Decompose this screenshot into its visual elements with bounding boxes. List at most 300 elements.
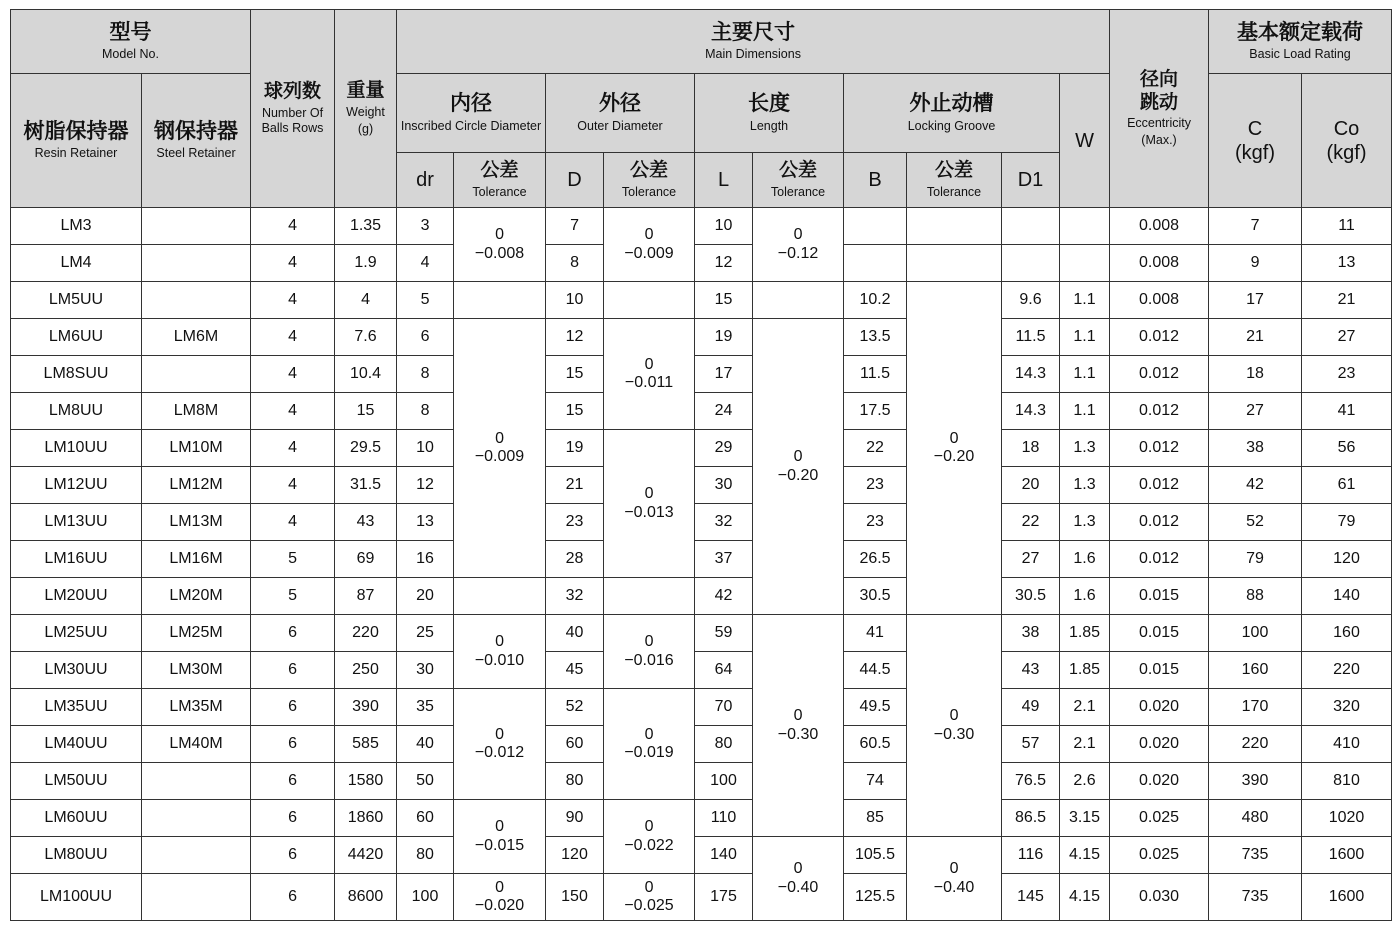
- c-cell: 21: [1209, 319, 1302, 356]
- D1-cell: 38: [1002, 615, 1060, 652]
- tolerance-upper: 0: [644, 725, 654, 743]
- tolerance-upper: 0: [793, 448, 803, 466]
- weight-cell: 1.9: [335, 245, 397, 282]
- L-cell: 32: [695, 504, 753, 541]
- c-cell: 7: [1209, 208, 1302, 245]
- steel-model-cell: [142, 874, 251, 921]
- w-cell: 4.15: [1060, 837, 1110, 874]
- tolerance-upper: 0: [793, 226, 803, 244]
- eccentricity-header: 径向 跳动 Eccentricity (Max.): [1110, 10, 1209, 208]
- resin-model-cell: LM8UU: [11, 393, 142, 430]
- load-rating-header: 基本额定载荷 Basic Load Rating: [1209, 10, 1392, 74]
- ball-rows-cell: 4: [251, 356, 335, 393]
- table-row: [11, 393, 1392, 430]
- length-header: 长度 Length: [695, 74, 844, 153]
- D1-cell: 14.3: [1002, 356, 1060, 393]
- D-tolerance-cell: [604, 282, 695, 319]
- D-cell: 8: [546, 245, 604, 282]
- D-cell: 10: [546, 282, 604, 319]
- eccentricity-cell: 0.015: [1110, 578, 1209, 615]
- ball-rows-cell: 4: [251, 282, 335, 319]
- c-cell: 79: [1209, 541, 1302, 578]
- ball-rows-cell: 4: [251, 393, 335, 430]
- steel-retainer-header: 钢保持器 Steel Retainer: [142, 74, 251, 208]
- rows-header: 球列数 Number Of Balls Rows: [251, 10, 335, 208]
- weight-cell: 10.4: [335, 356, 397, 393]
- B-tolerance-cell: [907, 615, 1002, 837]
- dr-cell: 80: [397, 837, 454, 874]
- c-cell: 38: [1209, 430, 1302, 467]
- w-cell: 1.6: [1060, 578, 1110, 615]
- tolerance-upper: 0: [644, 485, 654, 503]
- c-cell: 170: [1209, 689, 1302, 726]
- weight-cell: 220: [335, 615, 397, 652]
- locking-groove-header: 外止动槽 Locking Groove: [844, 74, 1060, 153]
- co-cell: 13: [1302, 245, 1392, 282]
- dr-tolerance-cell: [454, 615, 546, 689]
- tolerance-lower: −0.009: [474, 448, 525, 465]
- table-row: [11, 356, 1392, 393]
- D1-cell: 145: [1002, 874, 1060, 921]
- resin-model-cell: LM25UU: [11, 615, 142, 652]
- B-cell: 44.5: [844, 652, 907, 689]
- tolerance-lower: −0.40: [777, 878, 819, 896]
- tolerance-lower: −0.020: [474, 897, 525, 914]
- tolerance-lower: −0.019: [624, 744, 674, 761]
- D-cell: 45: [546, 652, 604, 689]
- c-cell: 27: [1209, 393, 1302, 430]
- tolerance-upper: 0: [644, 226, 654, 244]
- D-cell: 21: [546, 467, 604, 504]
- L-header: L: [695, 153, 753, 208]
- tolerance-upper: 0: [495, 818, 504, 836]
- eccentricity-cell: 0.012: [1110, 504, 1209, 541]
- resin-model-cell: LM30UU: [11, 652, 142, 689]
- L-cell: 80: [695, 726, 753, 763]
- eccentricity-cell: 0.008: [1110, 282, 1209, 319]
- D1-cell: 22: [1002, 504, 1060, 541]
- model-header: 型号 Model No.: [11, 10, 251, 74]
- dr-cell: 10: [397, 430, 454, 467]
- w-cell: 1.3: [1060, 504, 1110, 541]
- c-cell: 9: [1209, 245, 1302, 282]
- B-cell: [844, 245, 907, 282]
- D1-cell: 49: [1002, 689, 1060, 726]
- D-tolerance-cell: [604, 578, 695, 615]
- c-cell: 52: [1209, 504, 1302, 541]
- D1-cell: 57: [1002, 726, 1060, 763]
- tolerance-lower: −0.30: [933, 725, 975, 743]
- L-cell: 175: [695, 874, 753, 921]
- c-cell: 88: [1209, 578, 1302, 615]
- resin-model-cell: LM10UU: [11, 430, 142, 467]
- D-tolerance-cell: [604, 615, 695, 689]
- resin-model-cell: LM6UU: [11, 319, 142, 356]
- eccentricity-cell: 0.025: [1110, 800, 1209, 837]
- table-row: [11, 652, 1392, 689]
- table-row: [11, 615, 1392, 652]
- dr-tolerance-cell: [454, 208, 546, 282]
- c-cell: 480: [1209, 800, 1302, 837]
- resin-model-cell: LM50UU: [11, 763, 142, 800]
- D1-cell: 76.5: [1002, 763, 1060, 800]
- D-tolerance-cell: [604, 874, 695, 921]
- weight-cell: 87: [335, 578, 397, 615]
- weight-cell: 7.6: [335, 319, 397, 356]
- tolerance-upper: 0: [644, 878, 654, 896]
- ball-rows-cell: 4: [251, 208, 335, 245]
- steel-model-cell: [142, 282, 251, 319]
- steel-model-cell: LM40M: [142, 726, 251, 763]
- D-cell: 28: [546, 541, 604, 578]
- D1-cell: 11.5: [1002, 319, 1060, 356]
- L-cell: 29: [695, 430, 753, 467]
- eccentricity-cell: 0.012: [1110, 393, 1209, 430]
- co-cell: 11: [1302, 208, 1392, 245]
- co-header: Co (kgf): [1302, 74, 1392, 208]
- weight-cell: 29.5: [335, 430, 397, 467]
- eccentricity-cell: 0.012: [1110, 356, 1209, 393]
- ball-rows-cell: 6: [251, 726, 335, 763]
- resin-model-cell: LM13UU: [11, 504, 142, 541]
- D-cell: 60: [546, 726, 604, 763]
- c-cell: 220: [1209, 726, 1302, 763]
- ball-rows-cell: 6: [251, 615, 335, 652]
- steel-model-cell: [142, 800, 251, 837]
- D1-cell: 18: [1002, 430, 1060, 467]
- dr-cell: 20: [397, 578, 454, 615]
- weight-header: 重量 Weight (g): [335, 10, 397, 208]
- ball-rows-cell: 5: [251, 578, 335, 615]
- B-cell: 10.2: [844, 282, 907, 319]
- L-cell: 12: [695, 245, 753, 282]
- D1-cell: 43: [1002, 652, 1060, 689]
- B-cell: 17.5: [844, 393, 907, 430]
- steel-model-cell: [142, 245, 251, 282]
- tolerance-upper: 0: [495, 226, 504, 244]
- D1-cell: 9.6: [1002, 282, 1060, 319]
- D-cell: 19: [546, 430, 604, 467]
- weight-cell: 4420: [335, 837, 397, 874]
- table-row: [11, 578, 1392, 615]
- tolerance-lower: −0.20: [933, 448, 975, 465]
- B-cell: 105.5: [844, 837, 907, 874]
- D-cell: 23: [546, 504, 604, 541]
- dr-tolerance-header: 公差 Tolerance: [454, 153, 546, 208]
- L-cell: 15: [695, 282, 753, 319]
- L-cell: 30: [695, 467, 753, 504]
- B-tolerance-cell: [907, 837, 1002, 921]
- tolerance-lower: −0.022: [624, 836, 674, 854]
- table-row: [11, 504, 1392, 541]
- table-row: [11, 800, 1392, 837]
- table-row: [11, 837, 1392, 874]
- eccentricity-cell: 0.012: [1110, 430, 1209, 467]
- D1-cell: 86.5: [1002, 800, 1060, 837]
- steel-model-cell: LM30M: [142, 652, 251, 689]
- c-cell: 42: [1209, 467, 1302, 504]
- dr-cell: 60: [397, 800, 454, 837]
- co-cell: 160: [1302, 615, 1392, 652]
- weight-cell: 43: [335, 504, 397, 541]
- tolerance-upper: 0: [793, 860, 803, 878]
- ball-rows-cell: 6: [251, 689, 335, 726]
- tolerance-lower: −0.025: [624, 897, 674, 914]
- B-cell: 30.5: [844, 578, 907, 615]
- D-cell: 15: [546, 393, 604, 430]
- steel-model-cell: [142, 837, 251, 874]
- w-cell: 1.85: [1060, 652, 1110, 689]
- L-tolerance-cell: [753, 282, 844, 319]
- co-cell: 140: [1302, 578, 1392, 615]
- table-row: [11, 245, 1392, 282]
- w-cell: [1060, 245, 1110, 282]
- eccentricity-cell: 0.008: [1110, 245, 1209, 282]
- B-tolerance-cell: [907, 282, 1002, 615]
- table-row: [11, 541, 1392, 578]
- dr-cell: 5: [397, 282, 454, 319]
- weight-cell: 31.5: [335, 467, 397, 504]
- spec-table-container: [10, 9, 1392, 921]
- D1-cell: 30.5: [1002, 578, 1060, 615]
- linear-bearing-spec-table: [10, 9, 1392, 921]
- c-header: C (kgf): [1209, 74, 1302, 208]
- co-cell: 27: [1302, 319, 1392, 356]
- eccentricity-cell: 0.015: [1110, 615, 1209, 652]
- ball-rows-cell: 4: [251, 504, 335, 541]
- tolerance-upper: 0: [949, 707, 959, 725]
- eccentricity-cell: 0.020: [1110, 726, 1209, 763]
- co-cell: 1020: [1302, 800, 1392, 837]
- dr-cell: 8: [397, 356, 454, 393]
- dr-cell: 100: [397, 874, 454, 921]
- tolerance-lower: −0.015: [474, 836, 525, 854]
- w-cell: 4.15: [1060, 874, 1110, 921]
- D-cell: 120: [546, 837, 604, 874]
- D1-cell: 14.3: [1002, 393, 1060, 430]
- tolerance-upper: 0: [644, 633, 654, 651]
- D-cell: 90: [546, 800, 604, 837]
- co-cell: 1600: [1302, 874, 1392, 921]
- tolerance-upper: 0: [644, 818, 654, 836]
- tolerance-upper: 0: [495, 878, 504, 896]
- co-cell: 21: [1302, 282, 1392, 319]
- table-row: [11, 208, 1392, 245]
- dr-cell: 12: [397, 467, 454, 504]
- ball-rows-cell: 6: [251, 763, 335, 800]
- D-cell: 32: [546, 578, 604, 615]
- resin-model-cell: LM80UU: [11, 837, 142, 874]
- co-cell: 220: [1302, 652, 1392, 689]
- dr-tolerance-cell: [454, 578, 546, 615]
- B-tolerance-cell: [907, 208, 1002, 245]
- weight-cell: 1.35: [335, 208, 397, 245]
- w-cell: 1.85: [1060, 615, 1110, 652]
- co-cell: 56: [1302, 430, 1392, 467]
- D-tolerance-cell: [604, 208, 695, 282]
- co-cell: 410: [1302, 726, 1392, 763]
- eccentricity-cell: 0.030: [1110, 874, 1209, 921]
- eccentricity-cell: 0.012: [1110, 467, 1209, 504]
- dr-cell: 6: [397, 319, 454, 356]
- ball-rows-cell: 4: [251, 467, 335, 504]
- D-cell: 150: [546, 874, 604, 921]
- tolerance-lower: −0.016: [624, 651, 674, 669]
- resin-model-cell: LM100UU: [11, 874, 142, 921]
- B-cell: 13.5: [844, 319, 907, 356]
- resin-model-cell: LM4: [11, 245, 142, 282]
- D-cell: 80: [546, 763, 604, 800]
- c-cell: 390: [1209, 763, 1302, 800]
- weight-cell: 585: [335, 726, 397, 763]
- B-tolerance-header: 公差 Tolerance: [907, 153, 1002, 208]
- ball-rows-cell: 6: [251, 874, 335, 921]
- D-cell: 7: [546, 208, 604, 245]
- dr-tolerance-cell: [454, 874, 546, 921]
- B-cell: 74: [844, 763, 907, 800]
- D1-header: D1: [1002, 153, 1060, 208]
- c-cell: 735: [1209, 837, 1302, 874]
- L-cell: 19: [695, 319, 753, 356]
- co-cell: 120: [1302, 541, 1392, 578]
- D-tolerance-cell: [604, 319, 695, 430]
- tolerance-upper: 0: [495, 429, 504, 447]
- eccentricity-cell: 0.020: [1110, 763, 1209, 800]
- c-cell: 17: [1209, 282, 1302, 319]
- tolerance-lower: −0.20: [777, 466, 819, 484]
- c-cell: 160: [1209, 652, 1302, 689]
- tolerance-lower: −0.30: [777, 725, 819, 743]
- ball-rows-cell: 6: [251, 800, 335, 837]
- D-cell: 15: [546, 356, 604, 393]
- weight-cell: 390: [335, 689, 397, 726]
- dr-cell: 25: [397, 615, 454, 652]
- steel-model-cell: LM13M: [142, 504, 251, 541]
- resin-model-cell: LM12UU: [11, 467, 142, 504]
- tolerance-lower: −0.012: [474, 744, 525, 761]
- D1-cell: [1002, 208, 1060, 245]
- B-cell: 22: [844, 430, 907, 467]
- D-tolerance-header: 公差 Tolerance: [604, 153, 695, 208]
- w-cell: [1060, 208, 1110, 245]
- w-cell: 1.1: [1060, 356, 1110, 393]
- L-tolerance-cell: [753, 319, 844, 615]
- B-cell: 125.5: [844, 874, 907, 921]
- ball-rows-cell: 6: [251, 652, 335, 689]
- B-tolerance-cell: [907, 245, 1002, 282]
- steel-model-cell: LM25M: [142, 615, 251, 652]
- dr-cell: 4: [397, 245, 454, 282]
- dr-tolerance-cell: [454, 282, 546, 319]
- eccentricity-cell: 0.012: [1110, 319, 1209, 356]
- c-cell: 18: [1209, 356, 1302, 393]
- dr-cell: 13: [397, 504, 454, 541]
- L-cell: 110: [695, 800, 753, 837]
- D-tolerance-cell: [604, 689, 695, 800]
- B-header: B: [844, 153, 907, 208]
- L-cell: 10: [695, 208, 753, 245]
- L-cell: 42: [695, 578, 753, 615]
- main-dimensions-header: 主要尺寸 Main Dimensions: [397, 10, 1110, 74]
- L-cell: 70: [695, 689, 753, 726]
- co-cell: 79: [1302, 504, 1392, 541]
- tolerance-lower: −0.010: [474, 651, 525, 669]
- L-tolerance-cell: [753, 208, 844, 282]
- B-cell: 60.5: [844, 726, 907, 763]
- tolerance-lower: −0.011: [624, 374, 674, 391]
- dr-tolerance-cell: [454, 800, 546, 874]
- resin-model-cell: LM5UU: [11, 282, 142, 319]
- B-cell: [844, 208, 907, 245]
- L-tolerance-cell: [753, 615, 844, 837]
- resin-model-cell: LM16UU: [11, 541, 142, 578]
- steel-model-cell: [142, 208, 251, 245]
- eccentricity-cell: 0.025: [1110, 837, 1209, 874]
- weight-cell: 1860: [335, 800, 397, 837]
- steel-model-cell: [142, 356, 251, 393]
- dr-tolerance-cell: [454, 319, 546, 578]
- resin-model-cell: LM40UU: [11, 726, 142, 763]
- table-row: [11, 319, 1392, 356]
- dr-cell: 35: [397, 689, 454, 726]
- w-cell: 1.1: [1060, 282, 1110, 319]
- dr-cell: 8: [397, 393, 454, 430]
- L-cell: 37: [695, 541, 753, 578]
- B-cell: 41: [844, 615, 907, 652]
- inner-diameter-header: 内径 Inscribed Circle Diameter: [397, 74, 546, 153]
- D-cell: 12: [546, 319, 604, 356]
- table-row: [11, 467, 1392, 504]
- ball-rows-cell: 4: [251, 245, 335, 282]
- dr-cell: 30: [397, 652, 454, 689]
- tolerance-upper: 0: [793, 707, 803, 725]
- steel-model-cell: [142, 763, 251, 800]
- co-cell: 810: [1302, 763, 1392, 800]
- steel-model-cell: LM10M: [142, 430, 251, 467]
- co-cell: 61: [1302, 467, 1392, 504]
- tolerance-lower: −0.40: [933, 878, 975, 896]
- weight-cell: 15: [335, 393, 397, 430]
- D-cell: 40: [546, 615, 604, 652]
- D1-cell: 27: [1002, 541, 1060, 578]
- L-cell: 59: [695, 615, 753, 652]
- tolerance-upper: 0: [949, 860, 959, 878]
- weight-cell: 4: [335, 282, 397, 319]
- tolerance-lower: −0.013: [624, 503, 674, 521]
- co-cell: 1600: [1302, 837, 1392, 874]
- steel-model-cell: LM6M: [142, 319, 251, 356]
- w-cell: 1.6: [1060, 541, 1110, 578]
- ball-rows-cell: 4: [251, 319, 335, 356]
- tolerance-upper: 0: [495, 725, 504, 743]
- eccentricity-cell: 0.015: [1110, 652, 1209, 689]
- co-cell: 23: [1302, 356, 1392, 393]
- c-cell: 735: [1209, 874, 1302, 921]
- dr-cell: 40: [397, 726, 454, 763]
- D1-cell: 20: [1002, 467, 1060, 504]
- weight-cell: 1580: [335, 763, 397, 800]
- steel-model-cell: LM20M: [142, 578, 251, 615]
- dr-cell: 16: [397, 541, 454, 578]
- w-header: W: [1060, 74, 1110, 208]
- B-cell: 23: [844, 467, 907, 504]
- table-row: [11, 726, 1392, 763]
- L-cell: 17: [695, 356, 753, 393]
- ball-rows-cell: 4: [251, 430, 335, 467]
- w-cell: 2.6: [1060, 763, 1110, 800]
- L-tolerance-header: 公差 Tolerance: [753, 153, 844, 208]
- L-tolerance-cell: [753, 837, 844, 921]
